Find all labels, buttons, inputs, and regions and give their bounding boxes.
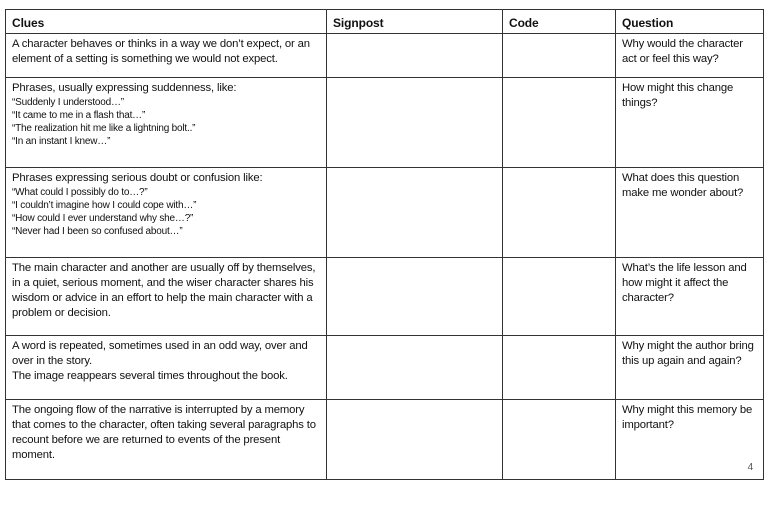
table-row (6, 34, 764, 78)
question-text: Why might this memory be important? (622, 404, 753, 431)
clue-cell (6, 336, 327, 400)
page-number: 4 (747, 462, 753, 473)
table-row (6, 400, 764, 480)
code-cell[interactable] (503, 34, 616, 78)
code-cell[interactable] (503, 336, 616, 400)
signposts-table (5, 9, 764, 480)
table-row (6, 78, 764, 168)
example-phrase: “In an instant I knew…” (12, 136, 111, 147)
example-phrase: “Suddenly I understood…” (12, 97, 124, 108)
code-cell[interactable] (503, 168, 616, 258)
example-phrase: “The realization hit me like a lightning bolt..” (12, 123, 196, 134)
header-signpost: Signpost (327, 10, 503, 34)
question-cell: What does this question make me wonder about? (616, 168, 764, 258)
clue-text: The main character and another are usually off by themselves, in a quiet, serious moment, and the wiser character shares his wisdom or advice in an effort to help the main character with a problem or decision. (12, 262, 316, 319)
clue-cell (6, 258, 327, 336)
clue-cell (6, 400, 327, 480)
example-phrase: “What could I possibly do to…?” (12, 187, 148, 198)
clue-cell (6, 78, 327, 168)
code-cell[interactable] (503, 78, 616, 168)
clue-text: Phrases expressing serious doubt or confusion like: (12, 172, 263, 184)
signpost-cell[interactable] (327, 336, 503, 400)
clue-text-extra: The image reappears several times throughout the book. (12, 370, 288, 382)
question-cell (616, 400, 764, 480)
signpost-cell[interactable] (327, 168, 503, 258)
example-phrase: “I couldn’t imagine how I could cope with…” (12, 200, 197, 211)
table-row (6, 258, 764, 336)
signpost-cell[interactable] (327, 400, 503, 480)
table-row (6, 336, 764, 400)
header-clues: Clues (6, 10, 327, 34)
clue-text: The ongoing flow of the narrative is interrupted by a memory that comes to the character, often taking several paragraphs to recount before we are returned to events of the present moment. (12, 404, 316, 461)
signpost-cell[interactable] (327, 78, 503, 168)
header-code: Code (503, 10, 616, 34)
code-cell[interactable] (503, 400, 616, 480)
clue-cell (6, 34, 327, 78)
header-question: Question (616, 10, 764, 34)
question-cell: How might this change things? (616, 78, 764, 168)
clue-cell (6, 168, 327, 258)
header-row (6, 10, 764, 34)
clue-text: A word is repeated, sometimes used in an odd way, over and over in the story. (12, 340, 308, 367)
example-phrase: “Never had I been so confused about…” (12, 226, 183, 237)
example-phrase: “How could I ever understand why she…?” (12, 213, 194, 224)
question-cell: Why might the author bring this up again and again? (616, 336, 764, 400)
question-cell: Why would the character act or feel this way? (616, 34, 764, 78)
clue-text: Phrases, usually expressing suddenness, like: (12, 82, 237, 94)
table-row (6, 168, 764, 258)
signpost-cell[interactable] (327, 258, 503, 336)
signpost-cell[interactable] (327, 34, 503, 78)
example-phrase: “It came to me in a flash that…” (12, 110, 146, 121)
clue-text: A character behaves or thinks in a way we don’t expect, or an element of a setting is something we would not expect. (12, 38, 310, 65)
code-cell[interactable] (503, 258, 616, 336)
question-cell: What’s the life lesson and how might it affect the character? (616, 258, 764, 336)
